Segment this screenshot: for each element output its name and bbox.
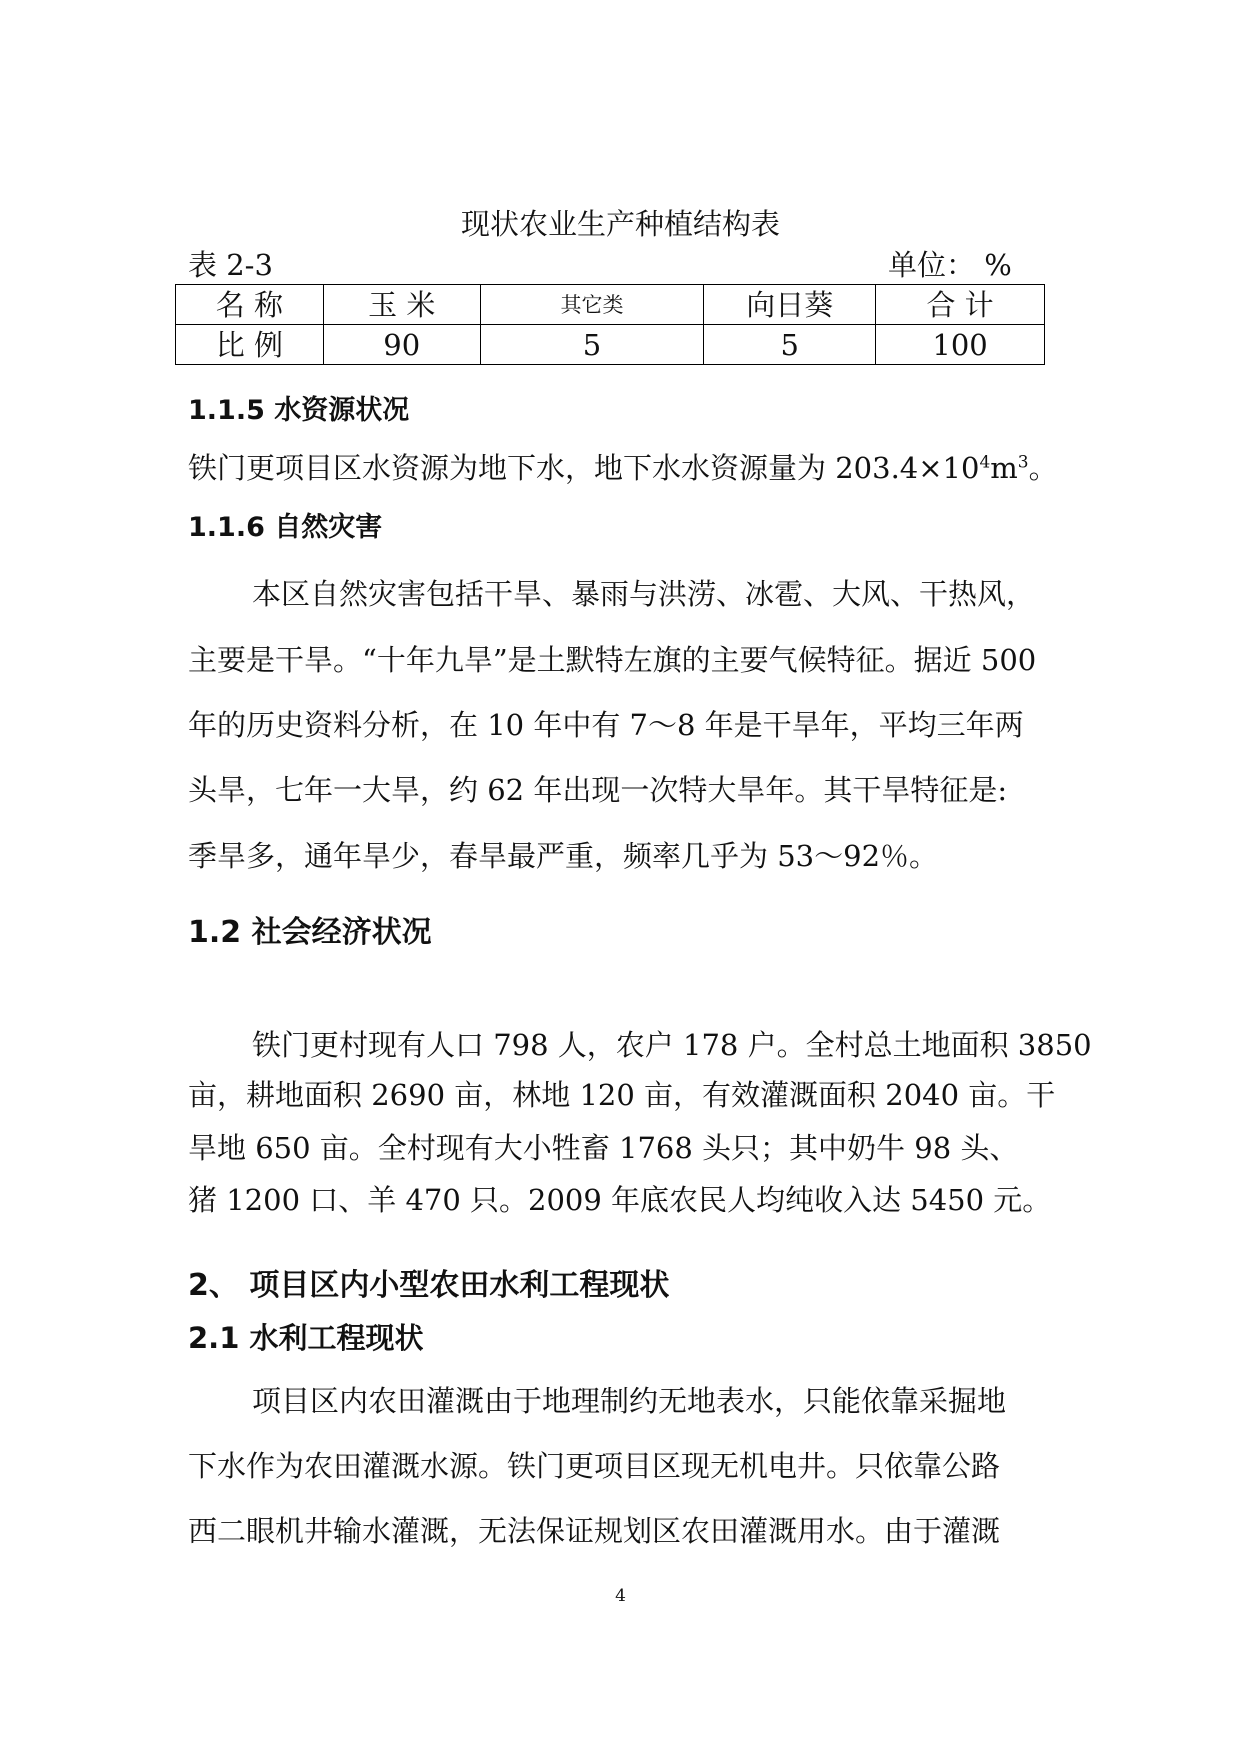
table-cell: 90 — [323, 325, 480, 365]
superscript: 4 — [979, 452, 991, 473]
table-id: 表 2-3 — [188, 248, 273, 282]
table-cell: 100 — [876, 325, 1045, 365]
paragraph-line: 西二眼机井输水灌溉，无法保证规划区农田灌溉用水。由于灌溉 — [188, 1514, 1001, 1548]
table-row — [176, 325, 1045, 365]
paragraph-line: 亩，耕地面积 2690 亩，林地 120 亩，有效灌溉面积 2040 亩。干 — [188, 1078, 1056, 1112]
planting-structure-table — [175, 284, 1045, 365]
table-cell: 5 — [704, 325, 876, 365]
table-header-cell: 名 称 — [176, 285, 324, 325]
section-heading-1-2: 1.2 社会经济状况 — [188, 915, 432, 950]
superscript: 3 — [1017, 452, 1029, 473]
table-cell: 比 例 — [176, 325, 324, 365]
section-heading-2: 2、 项目区内小型农田水利工程现状 — [188, 1268, 670, 1303]
water-resource-text-post: 。 — [1028, 451, 1058, 485]
table-header-cell: 玉 米 — [323, 285, 480, 325]
paragraph-line: 年的历史资料分析，在 10 年中有 7～8 年是干旱年，平均三年两 — [188, 708, 1024, 742]
table-unit: 单位： % — [888, 248, 1012, 282]
paragraph-line: 本区自然灾害包括干旱、暴雨与洪涝、冰雹、大风、干热风， — [252, 577, 1036, 611]
water-resource-text-mid: m — [990, 451, 1018, 485]
paragraph-line: 铁门更村现有人口 798 人，农户 178 户。全村总土地面积 3850 — [252, 1028, 1092, 1062]
water-resource-text — [188, 446, 1058, 487]
paragraph-line: 头旱，七年一大旱，约 62 年出现一次特大旱年。其干旱特征是: — [188, 773, 1008, 807]
water-resource-text-pre: 铁门更项目区水资源为地下水，地下水水资源量为 203.4×10 — [188, 451, 980, 485]
paragraph-line: 猪 1200 口、羊 470 只。2009 年底农民人均纯收入达 5450 元。 — [188, 1183, 1052, 1217]
paragraph-line: 季旱多，通年旱少，春旱最严重，频率几乎为 53～92％。 — [188, 839, 939, 873]
table-title: 现状农业生产种植结构表 — [460, 207, 780, 241]
paragraph-line: 主要是干旱。“十年九旱”是土默特左旗的主要气候特征。据近 500 — [188, 643, 1037, 677]
table-header-cell: 合 计 — [876, 285, 1045, 325]
paragraph-line: 旱地 650 亩。全村现有大小牲畜 1768 头只；其中奶牛 98 头、 — [188, 1131, 1019, 1165]
section-heading-1-1-5: 1.1.5 水资源状况 — [188, 395, 410, 426]
paragraph-line: 项目区内农田灌溉由于地理制约无地表水，只能依靠采掘地 — [252, 1384, 1007, 1418]
page-number: 4 — [615, 1586, 626, 1606]
table-header-cell: 其它类 — [480, 285, 704, 325]
table-cell: 5 — [480, 325, 704, 365]
section-heading-2-1: 2.1 水利工程现状 — [188, 1321, 424, 1355]
paragraph-line: 下水作为农田灌溉水源。铁门更项目区现无机电井。只依靠公路 — [188, 1449, 1001, 1483]
table-header-row — [176, 285, 1045, 325]
table-header-cell: 向日葵 — [704, 285, 876, 325]
section-heading-1-1-6: 1.1.6 自然灾害 — [188, 512, 383, 543]
